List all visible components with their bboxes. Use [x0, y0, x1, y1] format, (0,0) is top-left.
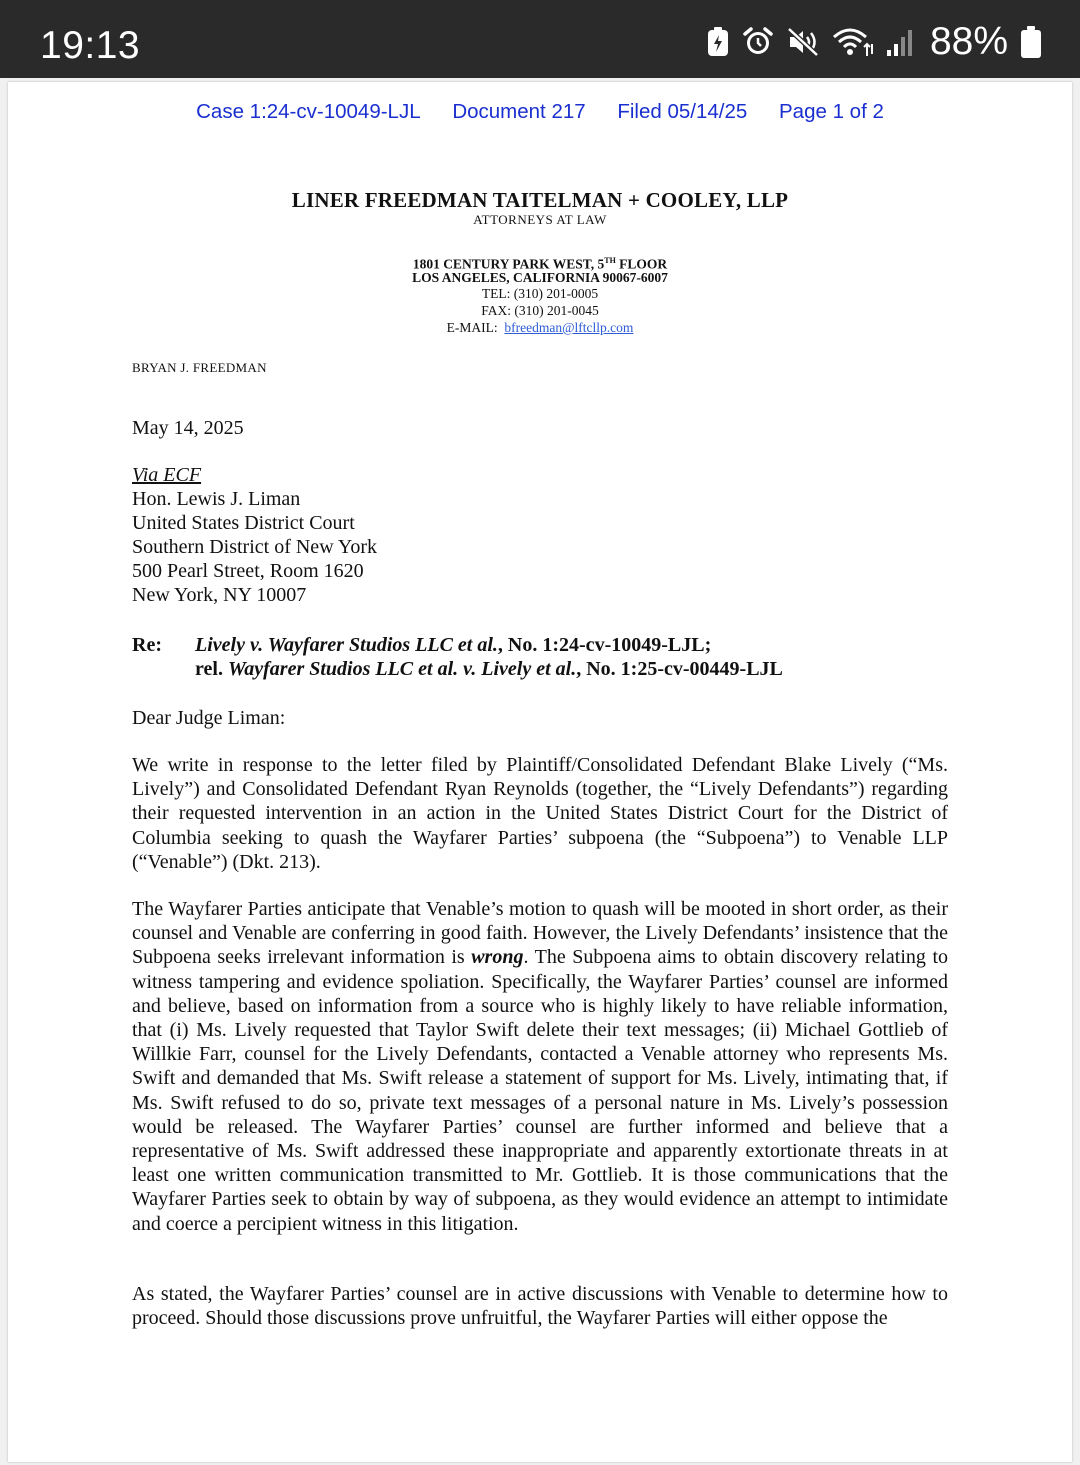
pdf-page[interactable] [8, 82, 1072, 1462]
battery-saver-icon [706, 26, 730, 58]
re-case-2: rel. Wayfarer Studios LLC et al. v. Lively et al., No. 1:25-cv-00449-LJL [195, 658, 783, 680]
status-time: 19:13 [40, 24, 141, 67]
ecf-document-number: Document 217 [452, 100, 586, 123]
re-case-1: Lively v. Wayfarer Studios LLC et al., No. 1:24-cv-10049-LJL; [195, 634, 712, 656]
salutation: Dear Judge Liman: [132, 707, 286, 729]
paragraph-3: As stated, the Wayfarer Parties’ counsel are in active discussions with Venable to determine how to proceed. Should those discussions prove unfruitful, the Wayfarer Parties will either oppose the [132, 1283, 948, 1330]
firm-subtitle: ATTORNEYS AT LAW [473, 212, 607, 227]
addressee-line: United States District Court [132, 512, 355, 534]
paragraph-2: The Wayfarer Parties anticipate that Venable’s motion to quash will be mooted in short order, as their counsel and Venable are conferring in good faith. However, the Lively Defendants’ insistence that the Subpoena seeks irrelevant information is wrong. The Subpoena aims to obtain discovery relating to witness tampering and evidence spoliation. Specifically, the Wayfarer Parties’ counsel are informed and believe, based on information from a source who is highly likely to have reliable information, that (i) Ms. Lively requested that Taylor Swift delete their text messages; (ii) Michael Gottlieb of Willkie Farr, counsel for the Lively Defendants, contacted a Venable attorney who represents Ms. Swift and demanded that Ms. Swift release a statement of support for Ms. Lively, intimating that, if Ms. Swift refused to do so, private text messages of a personal nature in Ms. Lively’s possession would be released. The Wayfarer Parties’ counsel are further informed and believe that a representative of Ms. Swift addressed these inappropriate and apparently extortionate threats in at least one written communication transmitted to Mr. Gottlieb. It is those communications that the Wayfarer Parties seek to obtain by way of subpoena, as they would evidence an attempt to intimidate and coerce a percipient witness in this litigation. [132, 898, 948, 1235]
firm-address-line1: 1801 CENTURY PARK WEST, 5TH FLOOR [412, 256, 668, 272]
firm-tel: TEL: (310) 201-0005 [481, 286, 599, 301]
battery-icon [1020, 25, 1042, 59]
ecf-filed-date: Filed 05/14/25 [617, 100, 748, 123]
addressee-block [132, 463, 377, 607]
battery-percent: 88% [929, 20, 1008, 63]
alarm-icon [742, 26, 774, 58]
letter-date: May 14, 2025 [132, 417, 244, 439]
firm-fax: FAX: (310) 201-0045 [481, 303, 599, 318]
firm-address-line2: LOS ANGELES, CALIFORNIA 90067-6007 [412, 270, 668, 285]
partner-name: BRYAN J. FREEDMAN [132, 360, 267, 375]
firm-email: E-MAIL: bfreedman@lftcllp.com [446, 320, 634, 335]
ecf-case-number: Case 1:24-cv-10049-LJL [196, 100, 421, 123]
wifi-icon [832, 26, 874, 58]
mute-icon [786, 26, 820, 58]
signal-icon [886, 26, 912, 58]
status-bar [0, 0, 1080, 78]
addressee-line: 500 Pearl Street, Room 1620 [132, 560, 364, 582]
delivery-method: Via ECF [132, 464, 202, 486]
addressee-line: Hon. Lewis J. Liman [132, 488, 301, 510]
paragraph-1: We write in response to the letter filed by Plaintiff/Consolidated Defendant Blake Lively (“Ms. Lively”) and Consolidated Defendant Ryan Reynolds (together, the “Lively Defendants”) regarding their requested intervention in an action in the United States District Court for the District of Columbia seeking to quash the Wayfarer Parties’ subpoena (the “Subpoena”) to Venable LLP (“Venable”) (Dkt. 213). [132, 754, 948, 873]
addressee-line: New York, NY 10007 [132, 584, 307, 606]
ecf-page-count: Page 1 of 2 [779, 100, 884, 123]
email-link[interactable]: bfreedman@lftcllp.com [504, 320, 634, 335]
addressee-line: Southern District of New York [132, 536, 377, 558]
emphasis-wrong: wrong [471, 946, 524, 969]
status-icons [706, 22, 1042, 62]
firm-name: LINER FREEDMAN TAITELMAN + COOLEY, LLP [291, 188, 789, 212]
re-label: Re: [132, 634, 162, 656]
ecf-header [8, 100, 1072, 124]
